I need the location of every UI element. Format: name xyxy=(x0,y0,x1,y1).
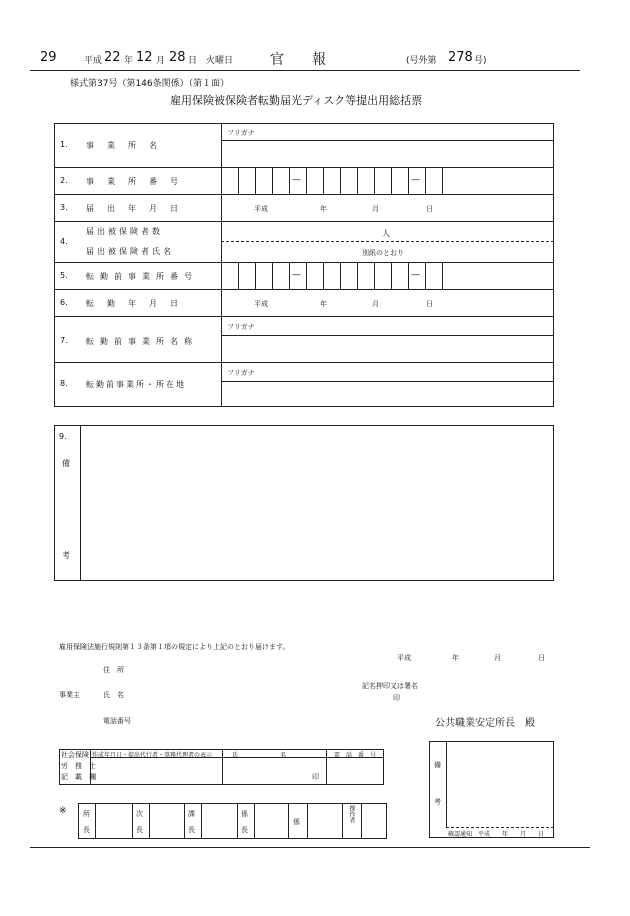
row4-separate-sheet: 別紙のとおり xyxy=(362,249,404,257)
prev-office-name-field[interactable] xyxy=(222,336,553,361)
row8-label: 転勤前事業所・所在地 xyxy=(86,380,186,389)
remarks-number: 9. xyxy=(59,432,67,441)
office-c3-top: 課 xyxy=(188,810,195,818)
sharoushi-label-2: 労 務 士 xyxy=(61,762,96,770)
page-number: 29 xyxy=(40,50,57,65)
seal-note: 記名押印又は署名 xyxy=(362,682,418,690)
row3-day: 日 xyxy=(426,205,433,213)
row4-unit: 人 xyxy=(382,229,390,238)
row4-label-names: 届出被保険者氏名 xyxy=(86,247,174,256)
row6-day: 日 xyxy=(426,300,433,308)
office-c5: 係 xyxy=(293,818,300,826)
row6-era: 平成 xyxy=(254,300,268,308)
sharoushi-label-1: 社会保険 xyxy=(61,751,89,759)
confirmation-notice: 確認通知 平成 年 月 日 xyxy=(448,831,545,838)
phone-label: 電話番号 xyxy=(103,717,131,725)
office-name-field[interactable] xyxy=(222,141,553,167)
employer-label: 事業主 xyxy=(59,691,80,699)
declaration-text: 雇用保険法施行規則第１３条第１項の規定により上記のとおり届けます。 xyxy=(59,643,290,651)
name-label: 氏 名 xyxy=(103,691,124,699)
sharoushi-col-date: 作成年月日・提出代行者・事務代理者の表示 xyxy=(92,752,213,759)
row3-month: 月 xyxy=(372,205,379,213)
header-year: 22 xyxy=(104,50,121,65)
declaration-year: 年 xyxy=(452,654,459,662)
sharoushi-col-phone: 電 話 番 号 xyxy=(334,752,377,759)
prev-office-dash-2: — xyxy=(411,270,420,280)
prev-office-dash-1: — xyxy=(292,270,301,280)
header-month: 12 xyxy=(136,50,153,65)
publication-name: 官 報 xyxy=(270,52,326,68)
office-number-dash-2: — xyxy=(411,175,420,185)
row3-year: 年 xyxy=(320,205,327,213)
row7-label: 転勤前事業所名称 xyxy=(86,337,198,346)
row6-label: 転勤年月日 xyxy=(86,299,191,308)
day-suffix: 日 xyxy=(188,56,198,66)
row2-number: 2. xyxy=(60,176,68,185)
row3-era: 平成 xyxy=(254,205,268,213)
row7-number: 7. xyxy=(60,336,68,345)
row4-label-count: 届出被保険者数 xyxy=(86,227,163,236)
weekday: 火曜日 xyxy=(206,56,234,66)
sharoushi-seal: 印 xyxy=(312,773,319,781)
employer-seal: 印 xyxy=(393,694,400,702)
sharoushi-label-3: 記 載 欄 xyxy=(61,773,96,781)
remarks-field[interactable] xyxy=(81,426,553,580)
office-number-dash-1: — xyxy=(292,175,301,185)
issue-prefix: (号外第 xyxy=(406,56,437,66)
row8-number: 8. xyxy=(60,379,68,388)
header-rule xyxy=(30,70,580,71)
office-use-box xyxy=(78,803,387,839)
office-use-mark: ※ xyxy=(59,806,67,816)
form-number: 様式第37号（第146条関係）（第１面） xyxy=(70,79,230,89)
sharoushi-col-name: 氏 名 xyxy=(232,752,287,759)
declaration-day: 日 xyxy=(538,654,545,662)
year-suffix: 年 xyxy=(124,56,134,66)
remarks-char-2: 考 xyxy=(62,551,70,560)
office-c4-bottom: 長 xyxy=(241,826,248,834)
row8-furigana: フリガナ xyxy=(227,369,255,377)
prev-office-address-field[interactable] xyxy=(222,382,553,406)
office-c2-bottom: 長 xyxy=(136,826,143,834)
office-c4-top: 係 xyxy=(241,810,248,818)
row7-furigana: フリガナ xyxy=(227,323,255,331)
issue-number: 278 xyxy=(448,50,473,65)
right-remarks-char-1: 備 xyxy=(434,761,441,769)
row6-year: 年 xyxy=(320,300,327,308)
row2-label: 事業所番号 xyxy=(86,177,191,186)
row3-number: 3. xyxy=(60,203,68,212)
address-label: 住 所 xyxy=(103,666,124,674)
office-c3-bottom: 長 xyxy=(188,826,195,834)
row1-number: 1. xyxy=(60,140,68,149)
right-remarks-box xyxy=(429,741,554,838)
right-remarks-char-2: 考 xyxy=(434,798,441,806)
row6-number: 6. xyxy=(60,298,68,307)
row3-label: 届出年月日 xyxy=(86,204,191,213)
row5-number: 5. xyxy=(60,271,68,280)
office-c1-bottom: 長 xyxy=(83,826,90,834)
row5-label: 転勤前事業所番号 xyxy=(86,272,198,281)
declaration-month: 月 xyxy=(494,654,501,662)
office-c2-top: 次 xyxy=(136,810,143,818)
header-day: 28 xyxy=(169,50,186,65)
footer-rule xyxy=(30,847,590,848)
issue-suffix: 号) xyxy=(474,56,487,66)
office-c1-top: 所 xyxy=(83,810,90,818)
row4-number: 4. xyxy=(60,237,68,246)
addressee: 公共職業安定所長 殿 xyxy=(435,718,535,729)
row6-month: 月 xyxy=(372,300,379,308)
office-operator: 操作者 xyxy=(348,805,355,823)
row1-label: 事業所名 xyxy=(86,141,170,150)
month-suffix: 月 xyxy=(156,56,166,66)
remarks-char-1: 備 xyxy=(62,459,70,468)
row1-furigana: フリガナ xyxy=(227,129,255,137)
form-title: 雇用保険被保険者転勤届光ディスク等提出用総括票 xyxy=(170,94,423,107)
era-name: 平成 xyxy=(84,56,103,66)
declaration-era: 平成 xyxy=(397,654,411,662)
